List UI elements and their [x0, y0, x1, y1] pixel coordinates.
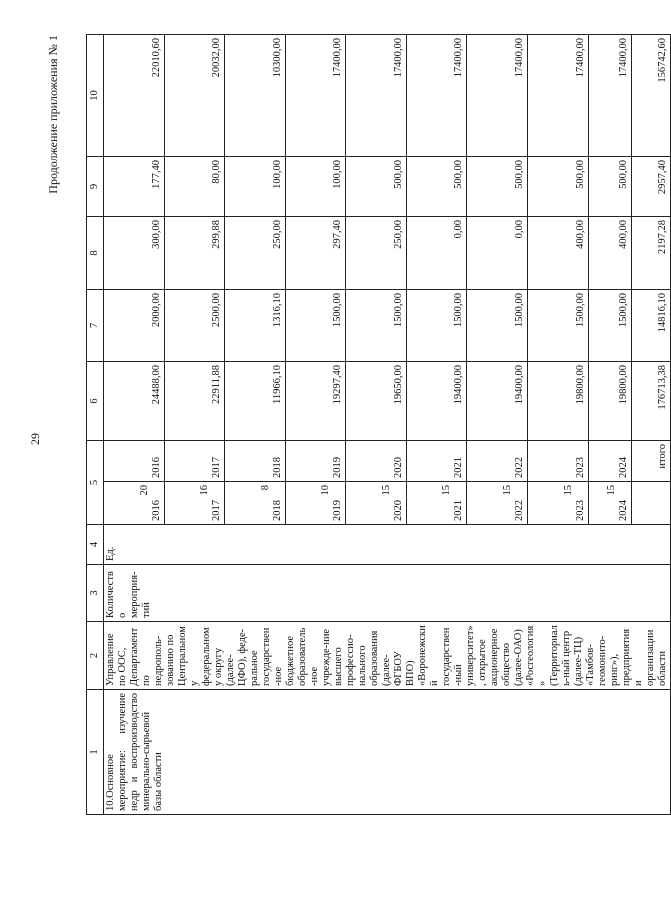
funding-year-cell: 2023	[527, 441, 588, 482]
funding-year-cell: 2017	[164, 441, 225, 482]
regional-funding-cell: 300,00	[104, 217, 165, 290]
year-label: 2022	[513, 500, 525, 521]
header-row	[87, 35, 104, 815]
rotated-table-sheet	[28, 35, 668, 815]
header-cell: 8	[87, 217, 104, 290]
indicator-value: 15	[606, 485, 618, 496]
local-funding-cell: 500,00	[406, 157, 467, 217]
year-label: 2023	[574, 500, 586, 521]
extrabudget-funding-cell: 17400,00	[588, 35, 632, 157]
year-label: 2020	[392, 500, 404, 521]
extrabudget-funding-cell: 17400,00	[406, 35, 467, 157]
total-sum-cell: 2197,28	[632, 217, 671, 290]
indicator-value: 15	[380, 485, 392, 496]
federal-funding-cell: 1500,00	[588, 290, 632, 362]
federal-funding-cell: 2500,00	[164, 290, 225, 362]
total-funding-cell: 19800,00	[527, 362, 588, 441]
year-label: 2016	[150, 500, 162, 521]
header-cell: 7	[87, 290, 104, 362]
total-funding-cell: 19650,00	[346, 362, 407, 441]
extrabudget-funding-cell: 17400,00	[346, 35, 407, 157]
regional-funding-cell: 400,00	[527, 217, 588, 290]
regional-funding-cell: 250,00	[225, 217, 286, 290]
year-value-cell	[285, 482, 346, 525]
local-funding-cell: 500,00	[467, 157, 528, 217]
regional-funding-cell: 0,00	[467, 217, 528, 290]
total-sum-cell: 2957,40	[632, 157, 671, 217]
extrabudget-funding-cell: 17400,00	[467, 35, 528, 157]
year-value-cell	[527, 482, 588, 525]
federal-funding-cell: 1500,00	[346, 290, 407, 362]
table-row	[104, 35, 165, 815]
year-value-cell	[225, 482, 286, 525]
extrabudget-funding-cell: 17400,00	[527, 35, 588, 157]
indicator-value: 15	[501, 485, 513, 496]
measure-name-cell: 10.Основное мероприятие: изучение недр и воспроизводство минерально-сырьевой базы области	[104, 690, 671, 815]
header-cell: 5	[87, 441, 104, 525]
local-funding-cell: 100,00	[285, 157, 346, 217]
regional-funding-cell: 299,88	[164, 217, 225, 290]
appendix-note: Продолжение приложения № 1	[46, 35, 60, 194]
indicator-value: 16	[199, 485, 211, 496]
year-value-cell	[467, 482, 528, 525]
local-funding-cell: 500,00	[527, 157, 588, 217]
total-funding-cell: 11966,10	[225, 362, 286, 441]
extrabudget-funding-cell: 10300,00	[225, 35, 286, 157]
year-label: 2018	[271, 500, 283, 521]
empty-cell	[632, 482, 671, 525]
indicator-value: 15	[441, 485, 453, 496]
local-funding-cell: 80,00	[164, 157, 225, 217]
header-cell: 1	[87, 690, 104, 815]
unit-cell: Ед.	[104, 525, 671, 565]
year-label: 2017	[211, 500, 223, 521]
federal-funding-cell: 1500,00	[406, 290, 467, 362]
header-cell: 3	[87, 565, 104, 622]
total-sum-cell: 176713,38	[632, 362, 671, 441]
program-table	[86, 34, 671, 815]
total-funding-cell: 24488,00	[104, 362, 165, 441]
federal-funding-cell: 1500,00	[285, 290, 346, 362]
local-funding-cell: 500,00	[588, 157, 632, 217]
funding-year-cell: 2020	[346, 441, 407, 482]
year-value-cell	[406, 482, 467, 525]
year-value-cell	[588, 482, 632, 525]
header-cell: 4	[87, 525, 104, 565]
funding-year-cell: 2018	[225, 441, 286, 482]
funding-year-cell: 2019	[285, 441, 346, 482]
local-funding-cell: 500,00	[346, 157, 407, 217]
total-funding-cell: 19800,00	[588, 362, 632, 441]
indicator-value: 15	[562, 485, 574, 496]
header-cell: 6	[87, 362, 104, 441]
year-label: 2024	[618, 500, 630, 521]
total-label-cell: итого	[632, 441, 671, 482]
regional-funding-cell: 0,00	[406, 217, 467, 290]
total-funding-cell: 19400,00	[467, 362, 528, 441]
federal-funding-cell: 1500,00	[527, 290, 588, 362]
extrabudget-funding-cell: 22010,60	[104, 35, 165, 157]
indicator-value: 10	[320, 485, 332, 496]
executor-cell: Управление по ООС, Департамент по недрополь-зованию по Центральному федеральному округу (далее-ЦФО), феде-ральное государствен-ное бюджетное образователь-ное учрежде-ние высшего профессио-нального образования (далее- ФГБОУ ВПО) «Воронежский государствен-ный университет», открытое акционерное общество (далее-ОАО) «Росгеология» (Территориаль-ный центр (далее-ТЦ) «Тамбов-геомонито-ринг»), предприятия и организации области	[104, 622, 671, 690]
extrabudget-funding-cell: 17400,00	[285, 35, 346, 157]
funding-year-cell: 2022	[467, 441, 528, 482]
total-sum-cell: 14816,10	[632, 290, 671, 362]
total-funding-cell: 19297,40	[285, 362, 346, 441]
local-funding-cell: 100,00	[225, 157, 286, 217]
federal-funding-cell: 1316,10	[225, 290, 286, 362]
year-label: 2021	[453, 500, 465, 521]
regional-funding-cell: 250,00	[346, 217, 407, 290]
total-funding-cell: 19400,00	[406, 362, 467, 441]
header-cell: 2	[87, 622, 104, 690]
year-value-cell	[346, 482, 407, 525]
page-number: 29	[28, 433, 42, 445]
funding-year-cell: 2016	[104, 441, 165, 482]
year-label: 2019	[332, 500, 344, 521]
extrabudget-funding-cell: 20032,00	[164, 35, 225, 157]
regional-funding-cell: 297,40	[285, 217, 346, 290]
header-cell: 9	[87, 157, 104, 217]
indicator-value: 20	[138, 485, 150, 496]
federal-funding-cell: 1500,00	[467, 290, 528, 362]
total-sum-cell: 156742,60	[632, 35, 671, 157]
header-cell: 10	[87, 35, 104, 157]
local-funding-cell: 177,40	[104, 157, 165, 217]
year-value-cell	[164, 482, 225, 525]
federal-funding-cell: 2000,00	[104, 290, 165, 362]
year-value-cell	[104, 482, 165, 525]
total-funding-cell: 22911,88	[164, 362, 225, 441]
regional-funding-cell: 400,00	[588, 217, 632, 290]
funding-year-cell: 2021	[406, 441, 467, 482]
indicator-value: 8	[259, 485, 271, 491]
funding-year-cell: 2024	[588, 441, 632, 482]
indicator-cell: Количество мероприя-тий	[104, 565, 671, 622]
